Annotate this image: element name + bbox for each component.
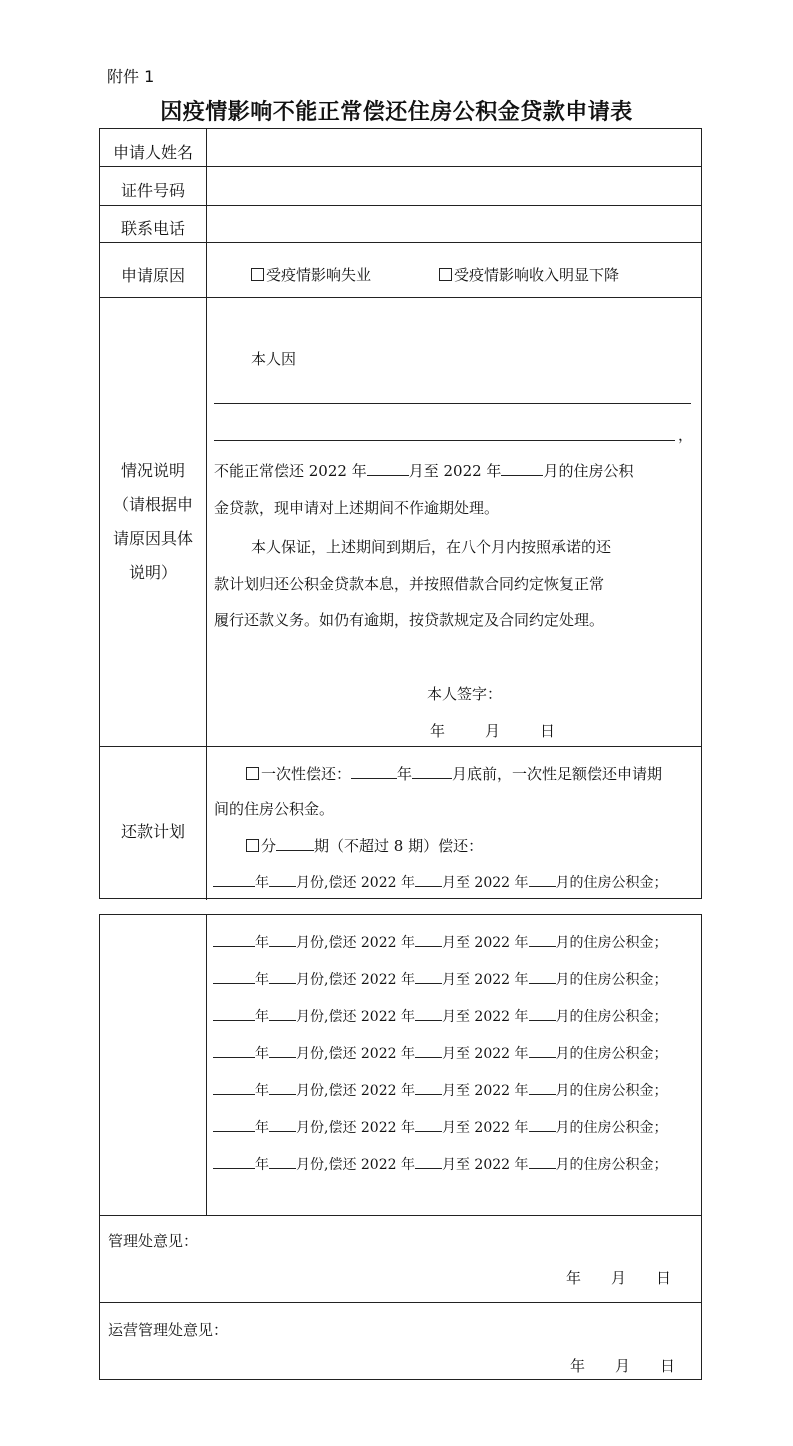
lump-sum-option-cont: 间的住房公积金。 <box>214 800 335 818</box>
reason-label: 申请原因 <box>120 266 185 285</box>
phone-field[interactable] <box>208 207 698 240</box>
blank-year[interactable] <box>213 1118 255 1132</box>
installment-row: 年 月份,偿还 2022 年 月至 2022 年 月的住房公积金； <box>213 932 668 952</box>
row-divider <box>100 746 701 747</box>
reason-option-unemployed[interactable]: 受疫情影响失业 <box>251 264 371 285</box>
checkbox-icon[interactable] <box>251 268 264 281</box>
blank-month[interactable] <box>415 1007 442 1021</box>
situation-paragraph-2b: 款计划归还公积金贷款本息，并按照借款合同约定恢复正常 <box>214 575 605 593</box>
blank-year[interactable] <box>213 1081 255 1095</box>
blank-month[interactable] <box>269 1081 296 1095</box>
blank-month[interactable] <box>529 970 556 984</box>
blank-month[interactable] <box>269 1118 296 1132</box>
blank-month[interactable] <box>269 1007 296 1021</box>
blank-month[interactable] <box>529 1155 556 1169</box>
blank-month[interactable] <box>415 1044 442 1058</box>
blank-month[interactable] <box>501 461 543 476</box>
form-title: 因疫情影响不能正常偿还住房公积金贷款申请表 <box>160 99 633 125</box>
row-divider <box>100 297 701 298</box>
blank-month[interactable] <box>529 873 556 887</box>
blank-month[interactable] <box>415 1081 442 1095</box>
blank-month[interactable] <box>367 461 409 476</box>
blank-year[interactable] <box>351 764 397 779</box>
applicant-name-label: 申请人姓名 <box>112 143 193 162</box>
blank-line[interactable] <box>214 403 691 404</box>
row-divider <box>100 205 701 206</box>
blank-month[interactable] <box>269 1155 296 1169</box>
blank-month[interactable] <box>529 1044 556 1058</box>
blank-year[interactable] <box>213 873 255 887</box>
lump-sum-option[interactable]: 一次性偿还： 年 月底前，一次性足额偿还申请期 <box>246 763 662 784</box>
comma-mark: ， <box>678 426 694 444</box>
blank-month[interactable] <box>529 1118 556 1132</box>
blank-month[interactable] <box>269 933 296 947</box>
blank-year[interactable] <box>213 1155 255 1169</box>
reason-option-income-drop[interactable]: 受疫情影响收入明显下降 <box>439 264 619 285</box>
blank-year[interactable] <box>213 970 255 984</box>
blank-month[interactable] <box>415 933 442 947</box>
installment-row: 年 月份,偿还 2022 年 月至 2022 年 月的住房公积金； <box>213 872 668 892</box>
blank-month[interactable] <box>269 970 296 984</box>
installment-row: 年 月份,偿还 2022 年 月至 2022 年 月的住房公积金； <box>213 1043 668 1063</box>
installment-row: 年 月份,偿还 2022 年 月至 2022 年 月的住房公积金； <box>213 1117 668 1137</box>
blank-year[interactable] <box>213 933 255 947</box>
blank-month[interactable] <box>415 1155 442 1169</box>
phone-label: 联系电话 <box>120 219 185 238</box>
installment-row: 年 月份,偿还 2022 年 月至 2022 年 月的住房公积金； <box>213 1080 668 1100</box>
id-number-label: 证件号码 <box>120 181 185 200</box>
column-divider <box>206 129 207 900</box>
situation-paragraph-2c: 履行还款义务。如仍有逾期，按贷款规定及合同约定处理。 <box>214 611 605 629</box>
management-opinion-label: 管理处意见： <box>108 1232 199 1250</box>
checkbox-icon[interactable] <box>439 268 452 281</box>
checkbox-icon[interactable] <box>246 839 259 852</box>
management-date: 年 月 日 <box>566 1269 672 1287</box>
attachment-label: 附件 1 <box>107 67 155 86</box>
situation-paragraph-1b: 金贷款，现申请对上述期间不作逾期处理。 <box>214 499 500 517</box>
row-divider <box>100 242 701 243</box>
blank-month[interactable] <box>529 1081 556 1095</box>
situation-paragraph-1: 不能正常偿还 2022 年 月至 2022 年 月的住房公积 <box>214 462 634 480</box>
operations-date: 年 月 日 <box>570 1357 676 1375</box>
blank-month[interactable] <box>415 1118 442 1132</box>
blank-month[interactable] <box>412 764 452 779</box>
installment-row: 年 月份,偿还 2022 年 月至 2022 年 月的住房公积金； <box>213 1154 668 1174</box>
situation-label: 情况说明 （请根据申 请原因具体 说明） <box>112 461 193 582</box>
blank-year[interactable] <box>213 1007 255 1021</box>
situation-paragraph-2: 本人保证，上述期间到期后，在八个月内按照承诺的还 <box>251 538 612 556</box>
blank-month[interactable] <box>269 1044 296 1058</box>
blank-month[interactable] <box>529 933 556 947</box>
row-divider <box>100 1302 701 1303</box>
blank-month[interactable] <box>529 1007 556 1021</box>
blank-month[interactable] <box>415 970 442 984</box>
signature-label: 本人签字： <box>427 685 503 703</box>
blank-periods[interactable] <box>276 836 314 851</box>
applicant-name-field[interactable] <box>208 131 698 164</box>
situation-intro: 本人因 <box>251 350 297 368</box>
id-number-field[interactable] <box>208 169 698 202</box>
blank-month[interactable] <box>415 873 442 887</box>
row-divider <box>100 166 701 167</box>
blank-month[interactable] <box>269 873 296 887</box>
column-divider <box>206 915 207 1215</box>
signature-date: 年 月 日 <box>430 722 556 740</box>
installment-row: 年 月份,偿还 2022 年 月至 2022 年 月的住房公积金； <box>213 969 668 989</box>
operations-opinion-label: 运营管理处意见： <box>108 1321 229 1339</box>
blank-line[interactable] <box>214 440 675 441</box>
checkbox-icon[interactable] <box>246 767 259 780</box>
blank-year[interactable] <box>213 1044 255 1058</box>
installment-option[interactable]: 分 期（不超过 8 期）偿还： <box>246 835 483 856</box>
installment-row: 年 月份,偿还 2022 年 月至 2022 年 月的住房公积金； <box>213 1006 668 1026</box>
row-divider <box>100 1215 701 1216</box>
repayment-plan-label: 还款计划 <box>120 822 185 841</box>
